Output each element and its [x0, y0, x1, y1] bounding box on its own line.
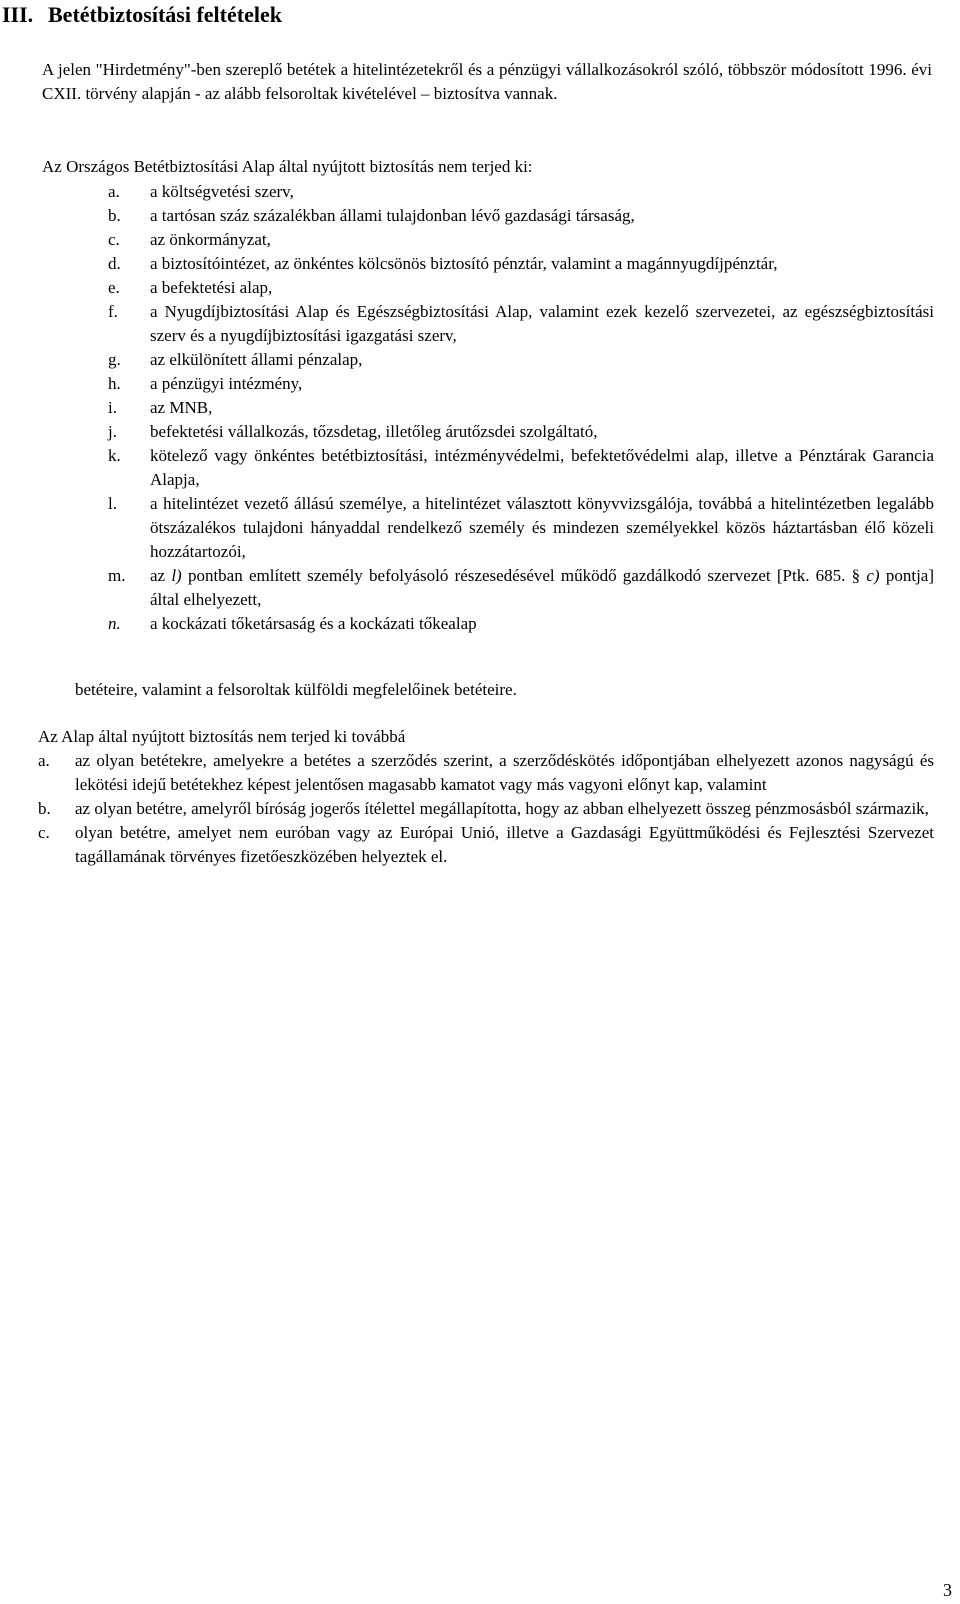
- list-item: [108, 492, 934, 564]
- list-item: [38, 797, 934, 821]
- list-marker: j.: [108, 422, 117, 441]
- list-item-text: befektetési vállalkozás, tőzsdetag, illetőleg árutőzsdei szolgáltató,: [150, 422, 598, 441]
- list-item: [108, 612, 934, 636]
- reference-letter: c): [866, 566, 880, 585]
- list-marker: c.: [108, 230, 120, 249]
- list-marker: m.: [108, 566, 126, 585]
- list-item-text: az olyan betétekre, amelyekre a betétes a szerződés szerint, a szerződéskötés időpontjában elhelyezett azonos nagyságú és lekötési idejű betétekhez képest jelentősen magasabb kamatot vagy más vagyoni előnyt kap, valamint: [75, 751, 934, 794]
- list-marker: l.: [108, 494, 117, 513]
- list-item-text: olyan betétre, amelyet nem euróban vagy az Európai Unió, illetve a Gazdasági Együttműködési és Fejlesztési Szervezet tagállamának törvényes fizetőeszközében helyeztek el.: [75, 823, 934, 866]
- list-item-text: az MNB,: [150, 398, 213, 417]
- list-marker: k.: [108, 446, 121, 465]
- list-item-text: [150, 566, 934, 609]
- text-segment: az: [150, 566, 172, 585]
- exclusions-lead: Az Országos Betétbiztosítási Alap által nyújtott biztosítás nem terjed ki:: [42, 157, 533, 176]
- list-marker: e.: [108, 278, 120, 297]
- list-marker: i.: [108, 398, 117, 417]
- list-item-text: az elkülönített állami pénzalap,: [150, 350, 363, 369]
- section-title-text: Betétbiztosítási feltételek: [48, 2, 282, 27]
- list-marker: f.: [108, 302, 118, 321]
- list-item: [108, 252, 934, 276]
- list-item-text: az önkormányzat,: [150, 230, 271, 249]
- list-item-text: a kockázati tőketársaság és a kockázati tőkealap: [150, 614, 477, 633]
- list-item-text: kötelező vagy önkéntes betétbiztosítási, intézményvédelmi, befektetővédelmi alap, illetve a Pénztárak Garancia Alapja,: [150, 446, 934, 489]
- list-item-text: a hitelintézet vezető állású személye, a hitelintézet választott könyvvizsgálója, továbbá a hitelintézetben legalább ötszázalékos tulajdoni hányaddal rendelkező személy és mindezen személyekkel közös háztartásban élő közeli hozzátartozói,: [150, 494, 934, 561]
- list-item-text: a tartósan száz százalékban állami tulajdonban lévő gazdasági társaság,: [150, 206, 635, 225]
- list-marker: a.: [38, 751, 50, 770]
- list-item: [108, 348, 934, 372]
- list-marker: c.: [38, 823, 50, 842]
- exclusions-tail: betéteire, valamint a felsoroltak külföldi megfelelőinek betéteire.: [75, 680, 517, 699]
- list-item: [108, 300, 934, 348]
- further-exclusions-lead: Az Alap által nyújtott biztosítás nem terjed ki továbbá: [38, 727, 406, 746]
- reference-letter: l): [171, 566, 182, 585]
- text-segment: pontban említett személy befolyásoló részesedésével működő gazdálkodó szervezet [Ptk. 685. §: [181, 566, 867, 585]
- list-item-text: a biztosítóintézet, az önkéntes kölcsönös biztosító pénztár, valamint a magánnyugdíjpénztár,: [150, 254, 778, 273]
- list-item-text: a befektetési alap,: [150, 278, 273, 297]
- exclusions-list: [108, 180, 934, 636]
- list-item: [108, 564, 934, 612]
- list-item: [108, 420, 934, 444]
- section-number: III.: [2, 2, 34, 27]
- list-item: [38, 749, 934, 797]
- list-item-text: az olyan betétre, amelyről bíróság jogerős ítélettel megállapította, hogy az abban elhelyezett összeg pénzmosásból származik,: [75, 799, 929, 818]
- list-marker: a.: [108, 182, 120, 201]
- list-marker: b.: [38, 799, 51, 818]
- list-marker: n.: [108, 614, 121, 633]
- list-item: [108, 228, 934, 252]
- text-segment: pontja] által elhelyezett,: [150, 566, 934, 609]
- list-marker: g.: [108, 350, 121, 369]
- section-title: [2, 2, 282, 28]
- list-item: [108, 276, 934, 300]
- list-marker: h.: [108, 374, 121, 393]
- list-item: [108, 204, 934, 228]
- list-item: [38, 821, 934, 869]
- list-item-text: a költségvetési szerv,: [150, 182, 294, 201]
- list-item: [108, 444, 934, 492]
- further-exclusions-list: [38, 749, 934, 869]
- list-item: [108, 180, 934, 204]
- intro-paragraph: A jelen "Hirdetmény"-ben szereplő betétek a hitelintézetekről és a pénzügyi vállalkozásokról szóló, többször módosított 1996. évi CXII. törvény alapján - az alább felsoroltak kivételével – biztosítva vannak.: [42, 60, 932, 103]
- list-item-text: a Nyugdíjbiztosítási Alap és Egészségbiztosítási Alap, valamint ezek kezelő szervezetei, az egészségbiztosítási szerv és a nyugdíjbiztosítási igazgatási szerv,: [150, 302, 934, 345]
- list-item-text: a pénzügyi intézmény,: [150, 374, 303, 393]
- list-marker: b.: [108, 206, 121, 225]
- list-item: [108, 396, 934, 420]
- list-item: [108, 372, 934, 396]
- list-marker: d.: [108, 254, 121, 273]
- page-number: 3: [943, 1580, 952, 1600]
